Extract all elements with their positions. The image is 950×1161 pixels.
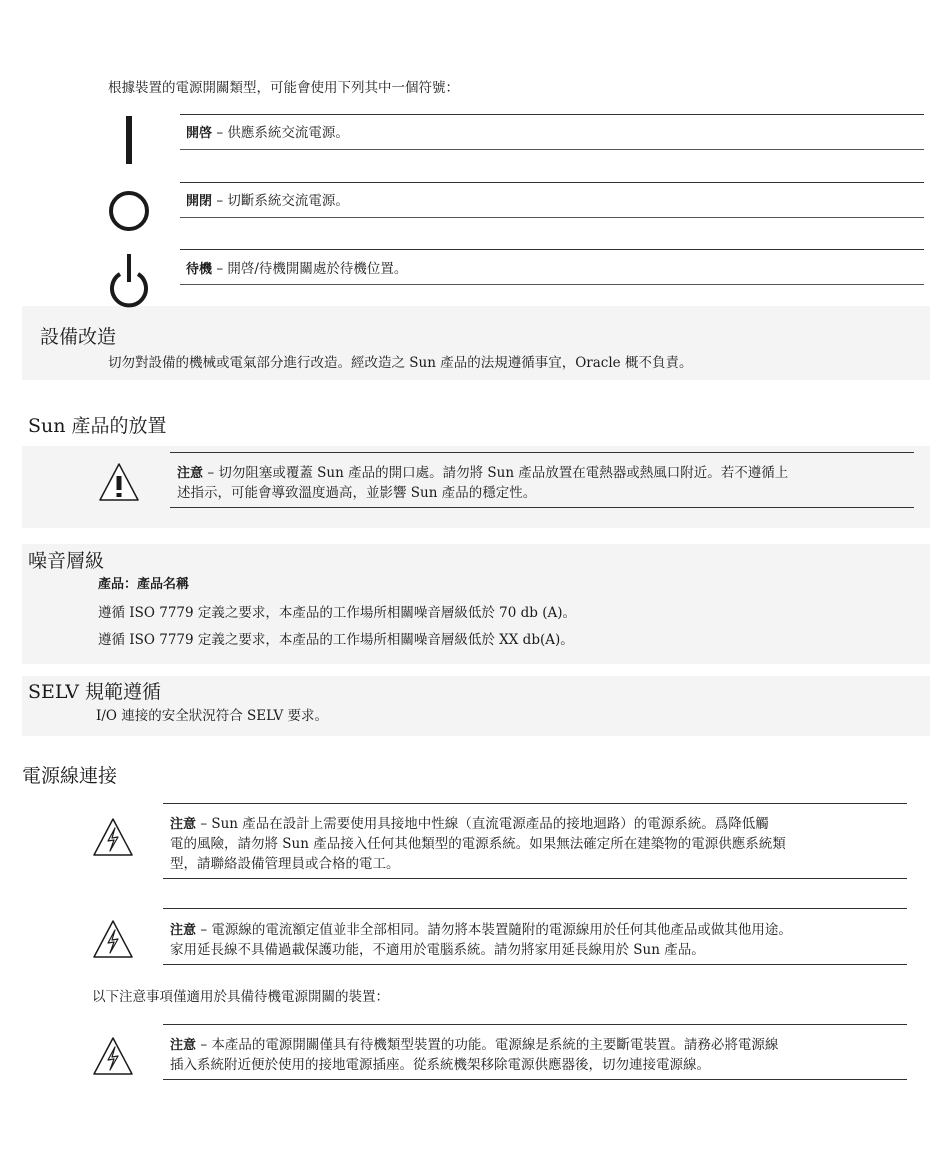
symbol-row-standby: 待機 – 開啓/待機開關處於待機位置。 — [186, 261, 408, 277]
cord-caution1-line3: 型，請聯絡設備管理員或合格的電工。 — [170, 856, 400, 872]
selv-text: I/O 連接的安全狀況符合 SELV 要求。 — [96, 708, 329, 724]
electric-shock-icon — [91, 918, 135, 960]
divider — [163, 803, 907, 804]
power-off-icon — [107, 189, 151, 233]
intro-text: 根據裝置的電源開關類型，可能會使用下列其中一個符號： — [108, 80, 459, 96]
caution-label: 注意 — [170, 923, 197, 938]
divider — [180, 284, 924, 285]
divider — [180, 182, 924, 183]
symbol-desc: 切斷系統交流電源。 — [227, 193, 349, 209]
caution-label: 注意 — [177, 466, 204, 481]
symbol-desc: 供應系統交流電源。 — [227, 125, 349, 141]
symbol-label: 開閉 — [186, 194, 213, 209]
placement-caution-line1: 注意 – 切勿阻塞或覆蓋 Sun 產品的開口處。請勿將 Sun 產品放置在電熱器或熱風口附近。若不遵循上 — [177, 465, 789, 481]
symbol-row-on: 開啓 – 供應系統交流電源。 — [186, 125, 349, 141]
placement-caution-line2: 述指示，可能會導致溫度過高，並影響 Sun 產品的穩定性。 — [177, 485, 537, 501]
divider — [180, 114, 924, 115]
electric-shock-icon — [91, 816, 135, 858]
cord-caution2-line1: 注意 – 電源線的電流額定值並非全部相同。請勿將本裝置隨附的電源線用於任何其他產品或做其他用途。 — [170, 922, 792, 938]
noise-heading: 噪音層級 — [28, 550, 105, 572]
cord-caution1-line1: 注意 – Sun 產品在設計上需要使用具接地中性線（直流電源產品的接地迴路）的電源系統。爲降低觸 — [170, 816, 769, 832]
noise-line1: 遵循 ISO 7779 定義之要求，本產品的工作場所相關噪音層級低於 70 db (A)。 — [98, 605, 576, 621]
divider — [170, 507, 914, 508]
cord-caution3-line2: 插入系統附近便於使用的接地電源插座。從系統機架移除電源供應器後，切勿連接電源線。 — [170, 1057, 710, 1073]
divider — [180, 149, 924, 150]
caution-label: 注意 — [170, 817, 197, 832]
selv-heading: SELV 規範遵循 — [28, 681, 162, 703]
standby-intro: 以下注意事項僅適用於具備待機電源開關的裝置： — [92, 989, 389, 1005]
divider — [163, 1079, 907, 1080]
placement-heading: Sun 產品的放置 — [28, 415, 167, 437]
divider — [163, 878, 907, 879]
cord-caution2-line2: 家用延長線不具備過載保護功能，不適用於電腦系統。請勿將家用延長線用於 Sun 產品。 — [170, 942, 705, 958]
caution-icon — [97, 461, 141, 503]
modification-heading: 設備改造 — [40, 326, 117, 348]
electric-shock-icon — [91, 1035, 135, 1077]
standby-icon — [107, 252, 151, 308]
symbol-desc: 開啓/待機開關處於待機位置。 — [227, 261, 408, 277]
power-cord-heading: 電源線連接 — [22, 765, 118, 787]
divider — [180, 249, 924, 250]
divider — [163, 1024, 907, 1025]
divider — [163, 964, 907, 965]
power-on-icon — [126, 116, 132, 164]
noise-line2: 遵循 ISO 7779 定義之要求，本產品的工作場所相關噪音層級低於 XX db(A)。 — [98, 632, 574, 648]
modification-text: 切勿對設備的機械或電氣部分進行改造。經改造之 Sun 產品的法規遵循事宜，Oracle 概不負責。 — [108, 355, 693, 371]
cord-caution1-line2: 電的風險，請勿將 Sun 產品接入任何其他類型的電源系統。如果無法確定所在建築物的電源供應系統類 — [170, 836, 786, 852]
divider — [163, 908, 907, 909]
symbol-row-off: 開閉 – 切斷系統交流電源。 — [186, 193, 349, 209]
divider — [170, 452, 914, 453]
caution-label: 注意 — [170, 1038, 197, 1053]
symbol-label: 開啓 — [186, 126, 213, 141]
cord-caution3-line1: 注意 – 本產品的電源開關僅具有待機類型裝置的功能。電源線是系統的主要斷電裝置。請務必將電源線 — [170, 1037, 779, 1053]
symbol-label: 待機 — [186, 262, 213, 277]
noise-product-label: 產品：產品名稱 — [98, 577, 190, 592]
divider — [180, 217, 924, 218]
